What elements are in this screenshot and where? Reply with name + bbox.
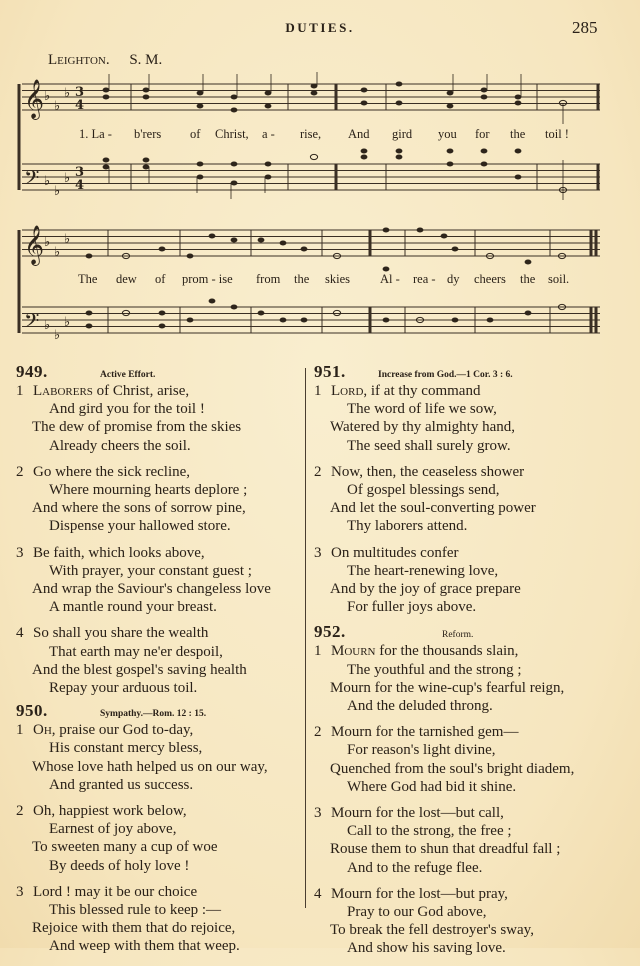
tune-meter: S. M.: [129, 52, 163, 68]
verse-line: Go where the sick recline,: [33, 463, 191, 480]
svg-text:♭: ♭: [44, 89, 51, 104]
verse-line: This blessed rule to keep :—: [49, 902, 222, 919]
verse-line: Already cheers the soil.: [49, 437, 191, 454]
verse-line: By deeds of holy love !: [49, 857, 190, 874]
verse-line: The youthful and the strong ;: [347, 661, 522, 678]
hymn-title: Increase from God.—1 Cor. 3 : 6.: [378, 370, 513, 380]
lyric-syllable: And: [348, 127, 370, 141]
staff-treble-2: [22, 230, 600, 256]
stanza-number: 1: [16, 722, 24, 739]
svg-text:♭: ♭: [64, 232, 71, 247]
lyric-syllable: of: [155, 272, 166, 286]
svg-text:3: 3: [75, 85, 85, 100]
hymn-number: 951.: [314, 362, 346, 381]
verse-line: , praise our God to-day,: [51, 722, 194, 739]
hymn-950: [16, 701, 306, 955]
first-word: Oh: [33, 722, 52, 739]
first-word: Mourn: [331, 643, 376, 660]
verse-line: Earnest of joy above,: [49, 821, 177, 838]
stanza: [314, 723, 614, 796]
staff-bass-2: [22, 307, 600, 333]
running-head: DUTIES.: [285, 20, 355, 35]
verse-line: , if at thy command: [363, 383, 481, 399]
stanza: [314, 642, 614, 715]
stanza-number: 1: [16, 383, 24, 399]
bass-clef-icon: 𝄢: [24, 309, 40, 337]
lyric-syllable: prom - ise: [182, 272, 233, 286]
verse-line: On multitudes confer: [331, 544, 459, 561]
lyric-syllable: b'rers: [134, 127, 162, 141]
lyric-syllable: gird: [392, 127, 413, 141]
lyric-syllable: a -: [262, 127, 275, 141]
verse-line: Now, then, the ceaseless shower: [331, 463, 525, 480]
stanza: [314, 885, 614, 958]
lyric-syllable: the: [520, 272, 536, 286]
treble-clef-icon: 𝄞: [24, 225, 45, 265]
verse-line: Dispense your hallowed store.: [49, 518, 231, 535]
stanza-number: 2: [314, 724, 322, 741]
svg-text:♭: ♭: [64, 86, 71, 101]
verse-line: A mantle round your breast.: [49, 599, 217, 616]
verse-line: Pray to our God above,: [347, 904, 487, 921]
lyric-syllable: from: [256, 272, 281, 286]
verse-line: Call to the strong, the free ;: [347, 823, 512, 840]
lyric-syllable: toil !: [545, 127, 569, 141]
lyric-syllable: The: [78, 272, 98, 286]
hymn-title: Reform.: [442, 630, 474, 641]
verse-line: Of gospel blessings send,: [347, 482, 500, 499]
verse-line: Thy laborers attend.: [347, 518, 468, 535]
lyric-syllable: cheers: [474, 272, 506, 286]
stanza-number: 4: [16, 625, 24, 642]
verse-line: For reason's light divine,: [347, 742, 496, 759]
stanza: [16, 802, 306, 875]
verse-line: Mourn for the lost—but call,: [331, 805, 504, 822]
svg-text:♭: ♭: [64, 315, 71, 330]
stanza: [16, 382, 306, 455]
stanza-number: 3: [314, 805, 322, 822]
verse-line: The dew of promise from the skies: [32, 419, 242, 436]
verse-line: Rejoice with them that do rejoice,: [32, 920, 236, 937]
stanza-number: 2: [16, 463, 24, 480]
lyric-syllable: the: [510, 127, 526, 141]
verse-line: For fuller joys above.: [347, 599, 477, 616]
stanza: [16, 544, 306, 617]
lyric-syllable: dy: [447, 272, 460, 286]
lyric-syllable: rise,: [300, 127, 322, 141]
verse-line: Where mourning hearts deplore ;: [49, 482, 248, 499]
hymn-952: [314, 622, 614, 957]
lyric-syllable: of: [190, 127, 201, 141]
svg-text:♭: ♭: [54, 328, 61, 343]
verse-line: Mourn for the tarnished gem—: [331, 724, 519, 741]
svg-text:♭: ♭: [44, 235, 51, 250]
verse-line: And the blest gospel's saving health: [32, 661, 247, 678]
music-score: [0, 0, 640, 350]
svg-text:3: 3: [75, 165, 85, 180]
stanza-number: 4: [314, 885, 322, 902]
stanza-number: 1: [314, 383, 322, 399]
verse-line: And granted us success.: [49, 776, 194, 793]
hymn-951: [314, 362, 614, 616]
lyric-syllable: dew: [116, 272, 137, 286]
verse-line: To sweeten many a cup of woe: [32, 839, 218, 856]
lyric-syllable: 1. La -: [79, 127, 112, 141]
verse-line: His constant mercy bless,: [49, 740, 203, 757]
verse-line: And gird you for the toil !: [49, 401, 205, 418]
verse-line: The heart-renewing love,: [347, 562, 499, 579]
verse-line: And weep with them that weep.: [49, 938, 240, 955]
verse-line: Watered by thy almighty hand,: [330, 419, 515, 436]
svg-text:♭: ♭: [54, 184, 61, 199]
lyric-syllable: skies: [325, 272, 350, 286]
lyric-syllable: the: [294, 272, 310, 286]
column-right: [314, 362, 614, 966]
lyric-syllable: soil.: [548, 272, 570, 286]
stanza-number: 1: [314, 643, 322, 660]
hymn-949: [16, 362, 306, 697]
verse-line: So shall you share the wealth: [33, 625, 209, 642]
svg-text:4: 4: [75, 178, 85, 193]
stanza: [16, 624, 306, 697]
lyric-syllable: rea -: [413, 272, 436, 286]
stanza: [16, 883, 306, 956]
verse-line: And to the refuge flee.: [347, 859, 483, 876]
verse-line: To break the fell destroyer's sway,: [330, 922, 534, 939]
verse-line: And where the sons of sorrow pine,: [32, 500, 246, 517]
verse-line: Lord ! may it be our choice: [33, 883, 198, 900]
verse-line: Whose love hath helped us on our way,: [32, 758, 268, 775]
lyric-syllable: for: [475, 127, 490, 141]
verse-line: Mourn for the lost—but pray,: [331, 885, 508, 902]
stanza: [314, 382, 614, 455]
verse-line: Oh, happiest work below,: [33, 803, 187, 820]
stanza: [16, 463, 306, 536]
stanza-number: 2: [314, 463, 322, 480]
hymn-number: 952.: [314, 622, 346, 642]
verse-line: Where God had bid it shine.: [347, 778, 517, 795]
verse-line: Be faith, which looks above,: [33, 544, 205, 561]
first-word: Lord: [331, 383, 364, 399]
svg-text:♭: ♭: [44, 318, 51, 333]
bass-clef-icon: 𝄢: [24, 166, 40, 194]
verse-line: With prayer, your constant guest ;: [49, 562, 252, 579]
lyric-syllable: you: [438, 127, 457, 141]
verse-line: And wrap the Saviour's changeless love: [32, 581, 271, 598]
lyric-syllable: Al -: [380, 272, 400, 286]
hymn-number: 950.: [16, 701, 48, 721]
stanza-number: 3: [16, 883, 24, 900]
verse-line: Repay your arduous toil.: [49, 680, 198, 697]
stanza-number: 3: [314, 544, 322, 561]
verse-line: And the deluded throng.: [347, 698, 493, 715]
hymn-title: Sympathy.—Rom. 12 : 15.: [100, 709, 207, 720]
hymn-title: Active Effort.: [100, 370, 156, 380]
verse-line: for the thousands slain,: [375, 643, 519, 660]
stanza: [314, 463, 614, 536]
verse-line: Mourn for the wine-cup's fearful reign,: [330, 679, 565, 696]
stanza-number: 3: [16, 544, 24, 561]
svg-text:♭: ♭: [54, 99, 61, 114]
verse-line: And let the soul-converting power: [330, 500, 536, 517]
svg-text:♭: ♭: [44, 174, 51, 189]
stanza: [314, 544, 614, 617]
svg-text:♭: ♭: [64, 171, 71, 186]
hymn-number: 949.: [16, 362, 48, 381]
stanza: [16, 721, 306, 794]
verse-line: The word of life we sow,: [347, 401, 497, 418]
svg-text:4: 4: [75, 98, 85, 113]
verse-line: of Christ, arise,: [92, 383, 190, 399]
verse-line: That earth may ne'er despoil,: [49, 643, 223, 660]
stanza-number: 2: [16, 803, 24, 820]
verse-line: The seed shall surely grow.: [347, 437, 511, 454]
page-number: 285: [572, 18, 598, 37]
first-word: Laborers: [33, 383, 93, 399]
treble-clef-icon: 𝄞: [24, 79, 45, 119]
verse-line: Rouse them to shun that dreadful fall ;: [330, 841, 561, 858]
svg-text:♭: ♭: [54, 245, 61, 260]
verse-line: Quenched from the soul's bright diadem,: [330, 760, 575, 777]
tune-name: Leighton.: [48, 52, 110, 68]
stanza: [314, 804, 614, 877]
verse-line: And by the joy of grace prepare: [330, 581, 521, 598]
column-left: [16, 362, 306, 964]
verse-line: And show his saving love.: [347, 940, 506, 957]
lyric-syllable: Christ,: [215, 127, 249, 141]
